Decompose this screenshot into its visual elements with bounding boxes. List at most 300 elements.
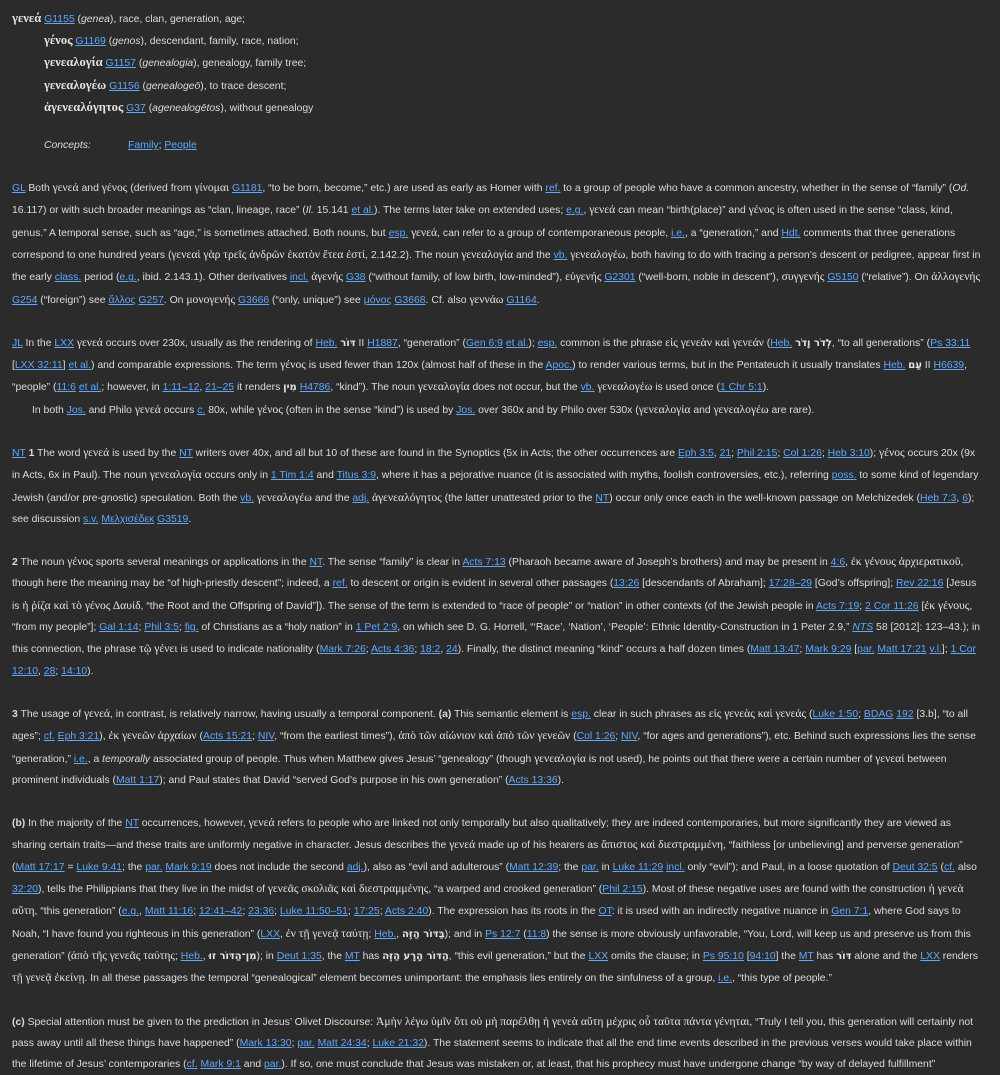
greek-term: γένος: [67, 555, 93, 569]
text-run: [: [743, 950, 750, 962]
reference-link[interactable]: e.g.: [566, 205, 584, 217]
text-run: ; however, in: [101, 382, 163, 394]
reference-link[interactable]: Acts 13:36: [508, 774, 558, 786]
text-run: [God’s offspring];: [812, 578, 896, 590]
reference-link[interactable]: JL: [12, 337, 23, 349]
reference-link[interactable]: G257: [138, 294, 164, 306]
reference-link[interactable]: 1 Cor 12:10: [12, 644, 977, 677]
reference-link[interactable]: Heb.: [315, 337, 338, 349]
entry-body: [12, 177, 986, 1075]
text-run: period (: [81, 272, 120, 284]
reference-link[interactable]: G3519: [157, 513, 189, 525]
text-run: ;: [291, 1037, 298, 1049]
text-run: associated group of people. Thus when Matthew gives Jesus’ “genealogy” (though: [150, 753, 535, 765]
reference-link[interactable]: 24: [446, 644, 458, 656]
reference-link[interactable]: Phil 2:15: [602, 884, 643, 896]
reference-link[interactable]: par.: [145, 861, 163, 873]
reference-link[interactable]: Mark 13:30: [239, 1037, 292, 1049]
text-run: , can refer to a group of contemporaneous people,: [437, 227, 672, 239]
greek-term: συγγενής: [781, 270, 825, 284]
reference-link[interactable]: NT: [179, 447, 193, 459]
text-run: ] the: [775, 950, 799, 962]
text-run: ;: [414, 644, 421, 656]
text-run: has: [813, 950, 837, 962]
reference-link[interactable]: Apoc.: [545, 360, 573, 372]
reference-link[interactable]: par.: [264, 1059, 282, 1071]
reference-link[interactable]: 1 Pet 2:9: [355, 622, 398, 634]
text-run: ). The statement seems to indicate that all the end time events described in the previous verses would take place within the lifetime of Jesus’ contemporaries (: [12, 1037, 972, 1071]
reference-link[interactable]: i.e.: [718, 973, 733, 985]
reference-link[interactable]: Matt 13:47: [750, 644, 800, 656]
reference-link[interactable]: 94:10: [749, 950, 776, 962]
text-run: occurs over 230x, usually as the rendering of: [102, 337, 316, 349]
reference-link[interactable]: par.: [297, 1037, 315, 1049]
reference-link[interactable]: adj.: [346, 861, 364, 873]
text-run: ,: [956, 492, 963, 504]
reference-link[interactable]: Heb.: [770, 337, 793, 349]
greek-lemma: γένος: [44, 33, 73, 48]
reference-link[interactable]: 23:36: [248, 906, 275, 918]
text-run: (“foreign”) see: [37, 294, 109, 306]
reference-link[interactable]: G1155: [44, 14, 75, 25]
reference-link[interactable]: Luke 9:41: [76, 861, 123, 873]
text-run: ;: [138, 622, 145, 634]
reference-link[interactable]: cf.: [186, 1059, 198, 1071]
text-run: (the latter unattested prior to the: [441, 492, 596, 504]
greek-term: γένος: [748, 203, 775, 217]
reference-link[interactable]: cf.: [43, 731, 55, 743]
reference-link[interactable]: s.v.: [83, 513, 99, 525]
text-run: occurs only in: [201, 470, 271, 482]
reference-link[interactable]: 13:26: [613, 578, 640, 590]
greek-term: γενεαλογέω: [597, 380, 653, 394]
text-run: ,: [280, 928, 286, 940]
greek-term: γεννάω: [469, 292, 504, 306]
reference-link[interactable]: 28: [43, 665, 56, 677]
text-run: ;: [799, 644, 806, 656]
reference-link[interactable]: v.l.: [929, 644, 942, 656]
reference-link[interactable]: Titus 3:9: [336, 470, 377, 482]
text-run: [descendants of Abraham];: [639, 578, 769, 590]
reference-link[interactable]: Jos.: [66, 404, 86, 416]
reference-link[interactable]: 21: [719, 447, 732, 459]
reference-link[interactable]: G5150: [827, 272, 859, 284]
reference-link[interactable]: c.: [197, 404, 206, 416]
reference-link[interactable]: Acts 2:40: [384, 906, 429, 918]
reference-link[interactable]: Gal 1:14: [99, 622, 139, 634]
text-run: , “a warped and crooked generation” (: [428, 884, 603, 896]
reference-link[interactable]: 6: [962, 492, 968, 504]
text-run: ,: [440, 644, 447, 656]
italic-text: Il.: [305, 205, 314, 217]
text-run: : it is used with an indirectly negative nuance in: [611, 906, 832, 918]
reference-link[interactable]: NTS: [852, 622, 874, 634]
reference-link[interactable]: LXX: [260, 928, 281, 940]
reference-link[interactable]: 17:25: [353, 906, 380, 918]
text-run: ); and Paul states that David “served God’s purpose in his own generation” (: [159, 774, 509, 786]
reference-link[interactable]: G3666: [237, 294, 270, 306]
reference-link[interactable]: G1169: [75, 36, 106, 48]
reference-link[interactable]: Rev 22:16: [895, 578, 944, 590]
reference-link[interactable]: ref.: [332, 578, 348, 590]
reference-link[interactable]: Deut 1:35: [276, 950, 322, 962]
reference-link[interactable]: ref.: [545, 183, 561, 195]
reference-link[interactable]: Jos.: [456, 404, 476, 416]
greek-term: ἐκ γενεῶν ἀρχαίων: [108, 729, 197, 743]
reference-link[interactable]: 4:6: [830, 557, 846, 569]
text-run: ).: [762, 382, 770, 394]
text-run: has: [359, 950, 383, 962]
text-run: , “for ages and generations”), etc. Behind such expressions lies the sense “generation,”: [12, 731, 976, 765]
reference-link[interactable]: Gen 6:9: [465, 337, 503, 349]
text-run: renders: [939, 950, 978, 962]
reference-link[interactable]: vb.: [240, 492, 255, 504]
text-run: . The sense “family” is clear in: [322, 557, 463, 569]
reference-link[interactable]: adj.: [352, 492, 370, 504]
text-run: ), to trace descent;: [200, 80, 287, 92]
text-run: ,: [396, 928, 403, 940]
text-run: and: [313, 470, 337, 482]
reference-link[interactable]: Eph 3:21: [57, 731, 100, 743]
text-run: ; the: [558, 861, 582, 873]
reference-link[interactable]: esp.: [537, 337, 558, 349]
reference-link[interactable]: G1164: [506, 294, 537, 306]
reference-link[interactable]: NT: [12, 447, 26, 459]
text-run: ];: [941, 644, 951, 656]
text-run: ,: [713, 447, 720, 459]
greek-lemma: γενεά: [12, 11, 42, 25]
reference-link[interactable]: Deut 32:5: [892, 861, 938, 873]
greek-term: γενεαλογέω: [256, 490, 312, 504]
reference-link[interactable]: μόνος: [363, 294, 392, 306]
reference-link[interactable]: Μελχισέδεκ: [101, 513, 155, 525]
related-headword: [12, 97, 986, 119]
text-run: , 2.142.2). The noun: [365, 249, 462, 261]
reference-link[interactable]: e.g.: [119, 272, 137, 284]
reference-link[interactable]: et al.: [78, 382, 102, 394]
reference-link[interactable]: LXX 32:11: [14, 360, 63, 372]
text-run: 58 [2012]: 123–43.); in this connection, the phrase: [12, 622, 981, 656]
reference-link[interactable]: 1 Chr 5:1: [719, 382, 763, 394]
text-run: (: [570, 731, 577, 743]
reference-link[interactable]: MT: [344, 950, 360, 962]
reference-link[interactable]: G254: [12, 294, 38, 306]
reference-link[interactable]: et al.: [351, 205, 374, 217]
text-run: ). If so, one must conclude that Jesus was mistaken or, at least, that his prophecy must have undergone change “by way of delayed fulfillment”: [281, 1059, 936, 1071]
text-run: , a: [87, 753, 103, 765]
greek-term: ἡ γενεὰ αὕτη: [12, 882, 964, 918]
text-run: ). Finally, the distinct meaning “kind” occurs a half dozen times (: [457, 644, 751, 656]
text-run: , “from my people”];: [12, 600, 973, 634]
reference-link[interactable]: Matt 1:17: [115, 774, 160, 786]
reference-link[interactable]: Ps 95:10: [702, 950, 744, 962]
text-run: ), tells the Philippians that they live in the midst of: [38, 884, 268, 896]
greek-term: γενεαλογέω: [570, 247, 626, 261]
text-run: ]: [62, 360, 69, 372]
text-run: and: [78, 183, 102, 195]
reference-link[interactable]: Luke 11:50–51: [279, 906, 348, 918]
text-run: over 360x and by Philo over 530x (: [475, 404, 639, 416]
reference-link[interactable]: incl.: [666, 861, 685, 873]
text-run: ). The expression has its roots in the: [428, 906, 599, 918]
reference-link[interactable]: H6639: [933, 360, 965, 372]
reference-link[interactable]: H4786: [299, 382, 331, 394]
reference-link[interactable]: 14:10: [61, 665, 88, 677]
reference-link[interactable]: Acts 7:19: [815, 600, 860, 612]
hebrew-term: דּוֹר: [340, 337, 356, 349]
text-run: , “to be born, become,” etc.) are used as early as Homer with: [262, 183, 546, 195]
greek-term: γενεαλογία: [417, 380, 470, 394]
text-run: does not include the second: [211, 861, 347, 873]
reference-link[interactable]: esp.: [571, 708, 591, 720]
text-run: and: [690, 404, 714, 416]
text-run: ). Most of these negative uses are found with the construction: [642, 884, 929, 896]
reference-link[interactable]: e.g.: [121, 906, 140, 918]
greek-term: ἀγενεαλόγητος: [372, 490, 442, 504]
reference-link[interactable]: Heb.: [883, 360, 906, 372]
reference-link[interactable]: Acts 15:21: [202, 731, 253, 743]
text-run: ;: [158, 140, 165, 152]
reference-link[interactable]: Mark 9:29: [805, 644, 852, 656]
reference-link[interactable]: G38: [345, 272, 366, 284]
reference-link[interactable]: Col 1:26: [783, 447, 822, 459]
reference-link[interactable]: et al.: [68, 360, 91, 372]
text-run: can mean “birth(place)” and: [615, 205, 749, 217]
reference-link[interactable]: Luke 1:50: [812, 708, 859, 720]
reference-link[interactable]: Family: [128, 140, 159, 152]
italic-text: temporally: [102, 753, 151, 765]
text-run: , “kind”). The noun: [330, 382, 418, 394]
text-run: occurrences, however,: [138, 818, 249, 830]
reference-link[interactable]: Ps 33:11: [930, 337, 971, 349]
text-run: . Cf. also: [425, 294, 470, 306]
text-run: also: [954, 861, 977, 873]
reference-link[interactable]: incl.: [289, 272, 309, 284]
reference-link[interactable]: esp.: [388, 227, 409, 239]
greek-term: γενεαλογία: [534, 751, 586, 765]
text-run: ;: [615, 731, 622, 743]
reference-link[interactable]: Matt 17:21: [877, 644, 927, 656]
reference-link[interactable]: 12:41–42: [199, 906, 243, 918]
greek-term: τῷ γένει: [139, 642, 178, 656]
reference-link[interactable]: Luke 21:32: [372, 1037, 424, 1049]
hebrew-term: בַּדּוֹר הַזֶּה: [402, 928, 445, 940]
text-run: of Christians as a “holy nation” in: [198, 622, 356, 634]
reference-link[interactable]: vb.: [580, 382, 595, 394]
text-run: alone and the: [851, 950, 921, 962]
reference-link[interactable]: Mark 9:1: [200, 1059, 241, 1071]
text-run: (“well-born, noble in descent”),: [635, 272, 782, 284]
reference-link[interactable]: Hdt.: [781, 227, 801, 239]
greek-term: ἐν τῇ γενεᾷ ταύτῃ: [285, 926, 369, 940]
text-run: ;: [379, 906, 385, 918]
reference-link[interactable]: 1:11–12: [162, 382, 200, 394]
reference-link[interactable]: Acts 7:13: [462, 557, 506, 569]
reference-link[interactable]: H1887: [367, 337, 398, 349]
text-run: [Jesus is: [12, 578, 977, 612]
italic-text: genealogeō: [145, 80, 201, 92]
text-run: In the: [22, 337, 55, 349]
text-run: , both having to do with tracing a person’s descent or pedigree, appear first in the early: [12, 249, 981, 284]
text-run: The noun: [17, 557, 68, 569]
text-run: , though here the meaning may be “of high-priestly descent”; indeed, a: [12, 557, 964, 590]
greek-term: γενεαλογία: [461, 247, 514, 261]
reference-link[interactable]: i.e.: [671, 227, 685, 239]
reference-link[interactable]: 11:8: [526, 928, 547, 940]
reference-link[interactable]: G37: [126, 102, 146, 114]
reference-link[interactable]: NT: [595, 492, 610, 504]
reference-link[interactable]: Phil 3:5: [144, 622, 179, 634]
reference-link[interactable]: cf.: [943, 861, 955, 873]
text-run: II: [355, 337, 368, 349]
reference-link[interactable]: Matt 24:34: [317, 1037, 367, 1049]
text-run: =: [64, 861, 77, 873]
reference-link[interactable]: Heb.: [374, 928, 397, 940]
greek-term: ἀπὸ τῶν αἰώνιον καὶ ἀπὸ τῶν γενεῶν: [398, 729, 571, 743]
reference-link[interactable]: Matt 12:39: [509, 861, 559, 873]
text-run: is used fewer than 120x (almost half of these in the: [305, 360, 546, 372]
greek-term: γενεά: [83, 445, 110, 459]
reference-link[interactable]: 2 Cor 11:26: [865, 600, 919, 612]
entry-paragraph: [12, 551, 986, 682]
text-run: ;: [175, 950, 181, 962]
reference-link[interactable]: et al.: [505, 337, 529, 349]
text-run: (“without family, of low birth, low-minded”),: [365, 272, 566, 284]
reference-link[interactable]: BDAG: [863, 708, 894, 720]
text-run: (often in the sense “kind”) is used by: [282, 404, 457, 416]
reference-link[interactable]: G1156: [109, 80, 140, 92]
greek-lemma: ἀγενεαλόγητος: [44, 99, 124, 114]
text-run: , the: [321, 950, 345, 962]
text-run: ;: [365, 644, 371, 656]
reference-link[interactable]: MT: [798, 950, 814, 962]
reference-link[interactable]: fig.: [184, 622, 199, 634]
reference-link[interactable]: LXX: [54, 337, 75, 349]
hebrew-term: מִן־הַדּוֹר זוּ: [208, 950, 257, 962]
text-run: (: [105, 36, 113, 48]
reference-link[interactable]: G2301: [604, 272, 636, 284]
reference-link[interactable]: Matt 17:17: [15, 861, 65, 873]
text-run: ); and in: [444, 928, 486, 940]
text-run: II: [921, 360, 934, 372]
related-headword: [12, 30, 986, 52]
text-run: ,: [583, 205, 590, 217]
entry-paragraph: [12, 812, 986, 989]
reference-link[interactable]: 1 Tim 1:4: [270, 470, 314, 482]
reference-link[interactable]: Mark 9:19: [165, 861, 212, 873]
text-run: (“only, unique”) see: [269, 294, 364, 306]
text-run: ;: [777, 447, 784, 459]
reference-link[interactable]: GL: [12, 183, 26, 195]
reference-link[interactable]: 18:2: [420, 644, 441, 656]
reference-link[interactable]: LXX: [588, 950, 609, 962]
reference-link[interactable]: Heb.: [180, 950, 203, 962]
reference-link[interactable]: ἄλλος: [108, 294, 136, 306]
greek-term: γενεαλογία: [638, 402, 691, 416]
reference-link[interactable]: NT: [125, 818, 139, 830]
text-run: omits the clause; in: [608, 950, 703, 962]
reference-link[interactable]: G1181: [231, 183, 263, 195]
reference-link[interactable]: Heb 3:10: [827, 447, 870, 459]
reference-link[interactable]: Mark 7:26: [319, 644, 366, 656]
reference-link[interactable]: 32:20: [12, 884, 39, 896]
reference-link[interactable]: 11:6: [56, 382, 76, 394]
reference-link[interactable]: People: [164, 140, 197, 152]
reference-link[interactable]: poss.: [831, 470, 857, 482]
text-run: . On: [163, 294, 187, 306]
reference-link[interactable]: i.e.: [73, 753, 88, 765]
italic-text: agenealogētos: [152, 102, 221, 114]
reference-link[interactable]: LXX: [920, 950, 940, 962]
greek-term: γενεά: [134, 402, 161, 416]
greek-term: εἰς γενεὰν καὶ γενεάν: [665, 335, 764, 349]
text-run: 16.117) or with such broader meanings as “clan, lineage, race” (: [12, 205, 306, 217]
text-run: ;: [252, 731, 258, 743]
reference-link[interactable]: NIV: [621, 731, 638, 743]
text-run: In the majority of the: [25, 818, 126, 830]
greek-lemma: γενεαλογέω: [44, 77, 107, 92]
reference-link[interactable]: Phil 2:15: [736, 447, 778, 459]
greek-term: ἐκ γένους: [924, 598, 970, 612]
text-run: );: [528, 337, 538, 349]
reference-link[interactable]: 17:28–29: [768, 578, 813, 590]
text-run: In both: [32, 404, 67, 416]
text-run: The usage of: [17, 708, 85, 720]
reference-link[interactable]: par.: [581, 861, 599, 873]
text-run: sports several meanings or applications in the: [92, 557, 310, 569]
text-run: ), race, clan, generation, age;: [109, 14, 246, 25]
text-run: common is the phrase: [557, 337, 666, 349]
text-run: ;: [55, 665, 62, 677]
text-run: ), descendant, family, race, nation;: [140, 36, 299, 48]
reference-link[interactable]: Ps 12:7: [485, 928, 521, 940]
reference-link[interactable]: Gen 7:1: [831, 906, 869, 918]
reference-link[interactable]: NT: [309, 557, 323, 569]
reference-link[interactable]: 192: [896, 708, 914, 720]
reference-link[interactable]: class.: [54, 272, 82, 284]
reference-link[interactable]: vb.: [553, 249, 568, 261]
greek-term: μονογενής: [186, 292, 236, 306]
reference-link[interactable]: Col 1:26: [576, 731, 616, 743]
greek-term: γένος: [101, 181, 128, 195]
reference-link[interactable]: NIV: [257, 731, 275, 743]
reference-link[interactable]: Eph 3:5: [677, 447, 714, 459]
reference-link[interactable]: G1157: [105, 58, 136, 70]
text-run: made up of his hearers as: [475, 840, 602, 852]
reference-link[interactable]: 21–25: [205, 382, 235, 394]
text-run: , “this generation” (: [34, 906, 122, 918]
text-run: , “people” (: [12, 360, 967, 394]
text-run: to a group of people who have a common ancestry, whether in the sense of “family” (: [560, 183, 953, 195]
text-run: .: [188, 513, 192, 525]
reference-link[interactable]: Acts 4:36: [371, 644, 415, 656]
hebrew-term: לְדֹר וָדֹר: [795, 337, 832, 349]
greek-term: γενεά: [411, 225, 438, 239]
section-label: 1: [28, 447, 35, 459]
reference-link[interactable]: Matt 11:16: [144, 906, 194, 918]
text-run: , “generation” (: [397, 337, 466, 349]
text-run: it renders: [234, 382, 284, 394]
greek-term: γένος: [879, 445, 905, 459]
text-run: (Pharaoh became aware of Joseph’s brothers) and may be present in: [505, 557, 831, 569]
reference-link[interactable]: Heb 7:3: [920, 492, 957, 504]
text-run: writers over 40x, and all but 10 of these are found in the Synoptics (5x in Acts; the other occurrences are: [192, 447, 678, 459]
reference-link[interactable]: Luke 11:29: [612, 861, 664, 873]
reference-link[interactable]: par.: [857, 644, 875, 656]
text-run: ;: [731, 447, 737, 459]
reference-link[interactable]: G3668: [394, 294, 426, 306]
reference-link[interactable]: OT: [598, 906, 612, 918]
